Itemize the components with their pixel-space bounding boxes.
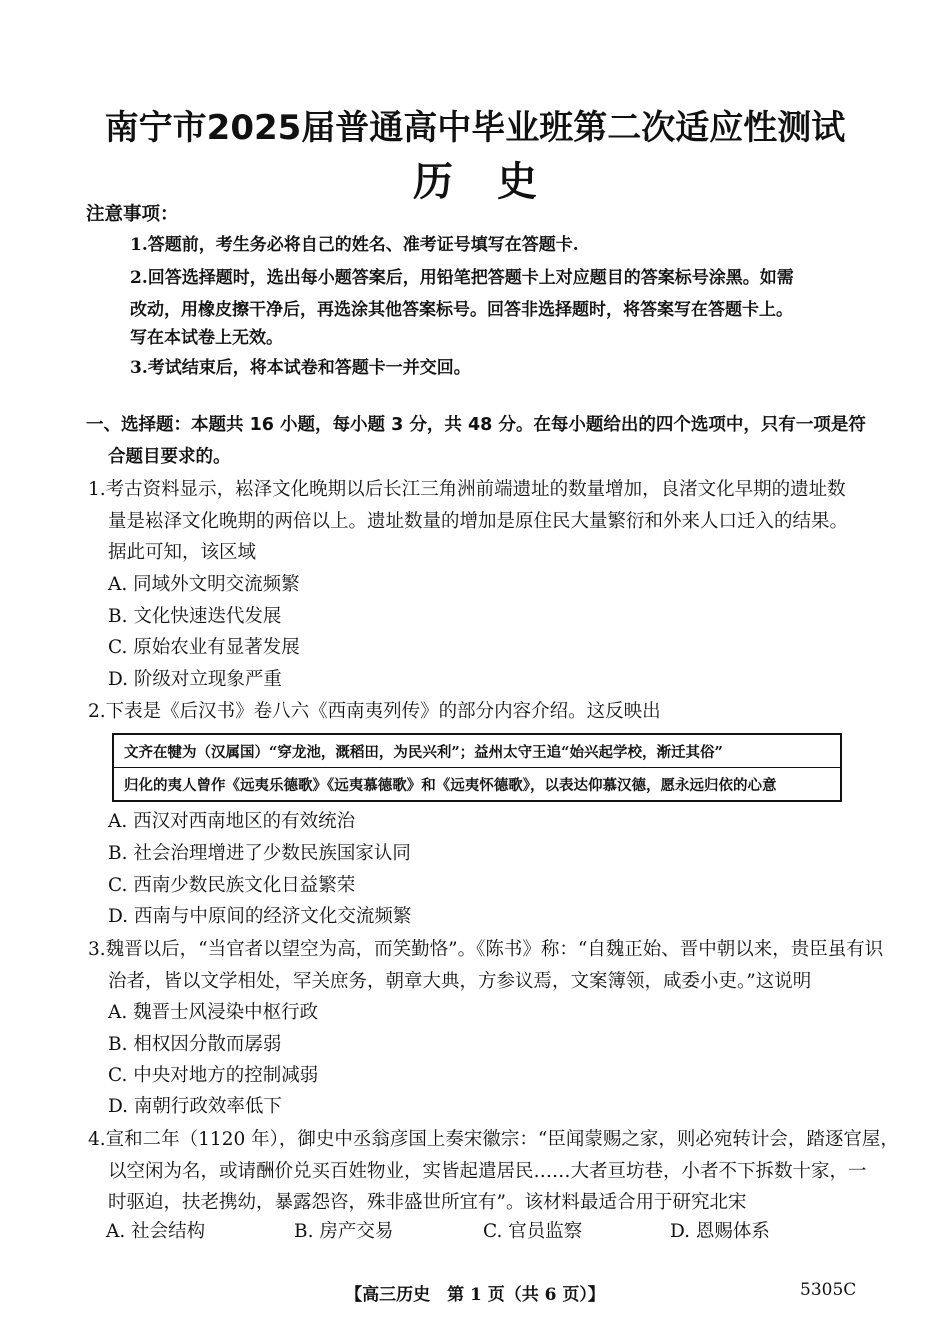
question-1-option-c: C. 原始农业有显著发展 xyxy=(108,637,300,658)
note-line: 写在本试卷上无效。 xyxy=(130,328,283,348)
note-line: 2.回答选择题时，选出每小题答案后，用铅笔把答题卡上对应题目的答案标号涂黑。如需 xyxy=(130,268,794,288)
question-3-stem: 3.魏晋以后，“当官者以望空为高，而笑勤恪”。《陈书》称：“自魏正始、晋中朝以来，贵臣虽有识 xyxy=(88,939,884,960)
question-1-option-a: A. 同域外文明交流频繁 xyxy=(108,574,300,595)
question-1-stem: 据此可知，该区域 xyxy=(108,542,257,563)
subject-char: 史 xyxy=(497,159,537,205)
exam-title: 南宁市2025届普通高中毕业班第二次适应性测试 xyxy=(104,108,846,148)
question-2-table xyxy=(112,733,842,802)
subject-char: 历 xyxy=(413,159,453,205)
note-line: 1.答题前，考生务必将自己的姓名、准考证号填写在答题卡. xyxy=(130,235,579,255)
question-4-option-c: C. 官员监察 xyxy=(483,1221,583,1242)
question-1-stem: 量是崧泽文化晚期的两倍以上。遗址数量的增加是原住民大量繁衍和外来人口迁入的结果。 xyxy=(108,511,849,532)
question-4-stem: 以空闲为名，或请酬价兑买百姓物业，实皆起遣居民……大者亘坊巷，小者不下拆数十家，一 xyxy=(108,1161,867,1182)
table-cell: 归化的夷人曾作《远夷乐德歌》《远夷慕德歌》和《远夷怀德歌》，以表达仰慕汉德，愿永远归依的心意 xyxy=(113,768,841,802)
question-4-stem: 4.宣和二年（1120 年），御史中丞翁彦国上奏宋徽宗：“臣闻蒙赐之家，则必宛转计会，踏逐官屋， xyxy=(88,1129,899,1150)
table-cell: 文齐在犍为（汉属国）“穿龙池，溉稻田，为民兴利”；益州太守王追“始兴起学校，渐迁其俗” xyxy=(113,734,841,768)
question-4-option-b: B. 房产交易 xyxy=(294,1221,394,1242)
question-2-stem: 2.下表是《后汉书》卷八六《西南夷列传》的部分内容介绍。这反映出 xyxy=(88,701,661,722)
question-4-option-a: A. 社会结构 xyxy=(106,1221,206,1242)
notes-heading: 注意事项： xyxy=(86,204,179,225)
paper-code: 5305C xyxy=(800,1280,857,1300)
question-1-option-d: D. 阶级对立现象严重 xyxy=(108,669,282,690)
question-2-option-b: B. 社会治理增进了少数民族国家认同 xyxy=(108,843,411,864)
section-heading: 合题目要求的。 xyxy=(108,447,231,467)
question-3-option-b: B. 相权因分散而孱弱 xyxy=(108,1034,282,1055)
question-4-option-d: D. 恩赐体系 xyxy=(670,1221,770,1242)
question-2-option-d: D. 西南与中原间的经济文化交流频繁 xyxy=(108,906,412,927)
question-2-option-c: C. 西南少数民族文化日益繁荣 xyxy=(108,875,356,896)
question-3-option-d: D. 南朝行政效率低下 xyxy=(108,1096,282,1117)
question-3-option-c: C. 中央对地方的控制减弱 xyxy=(108,1065,319,1086)
note-line: 改动，用橡皮擦干净后，再选涂其他答案标号。回答非选择题时，将答案写在答题卡上。 xyxy=(130,300,793,320)
subject-title xyxy=(0,150,950,207)
question-3-option-a: A. 魏晋士风浸染中枢行政 xyxy=(108,1002,319,1023)
section-heading: 一、选择题：本题共 16 小题，每小题 3 分，共 48 分。在每小题给出的四个选项中，只有一项是符 xyxy=(86,415,866,435)
question-1-option-b: B. 文化快速迭代发展 xyxy=(108,606,282,627)
page-footer: 【高三历史 第 1 页（共 6 页）】 xyxy=(345,1285,605,1305)
question-2-option-a: A. 西汉对西南地区的有效统治 xyxy=(108,811,356,832)
note-line: 3.考试结束后，将本试卷和答题卡一并交回。 xyxy=(130,358,471,378)
question-4-stem: 时驱迫，扶老携幼，暴露怨咨，殊非盛世所宜有”。该材料最适合用于研究北宋 xyxy=(108,1192,747,1213)
question-3-stem: 治者，皆以文学相处，罕关庶务，朝章大典，方参议焉，文案簿领，咸委小吏。”这说明 xyxy=(108,971,812,992)
question-1-stem: 1.考古资料显示，崧泽文化晚期以后长江三角洲前端遗址的数量增加，良渚文化早期的遗址数 xyxy=(88,479,846,500)
